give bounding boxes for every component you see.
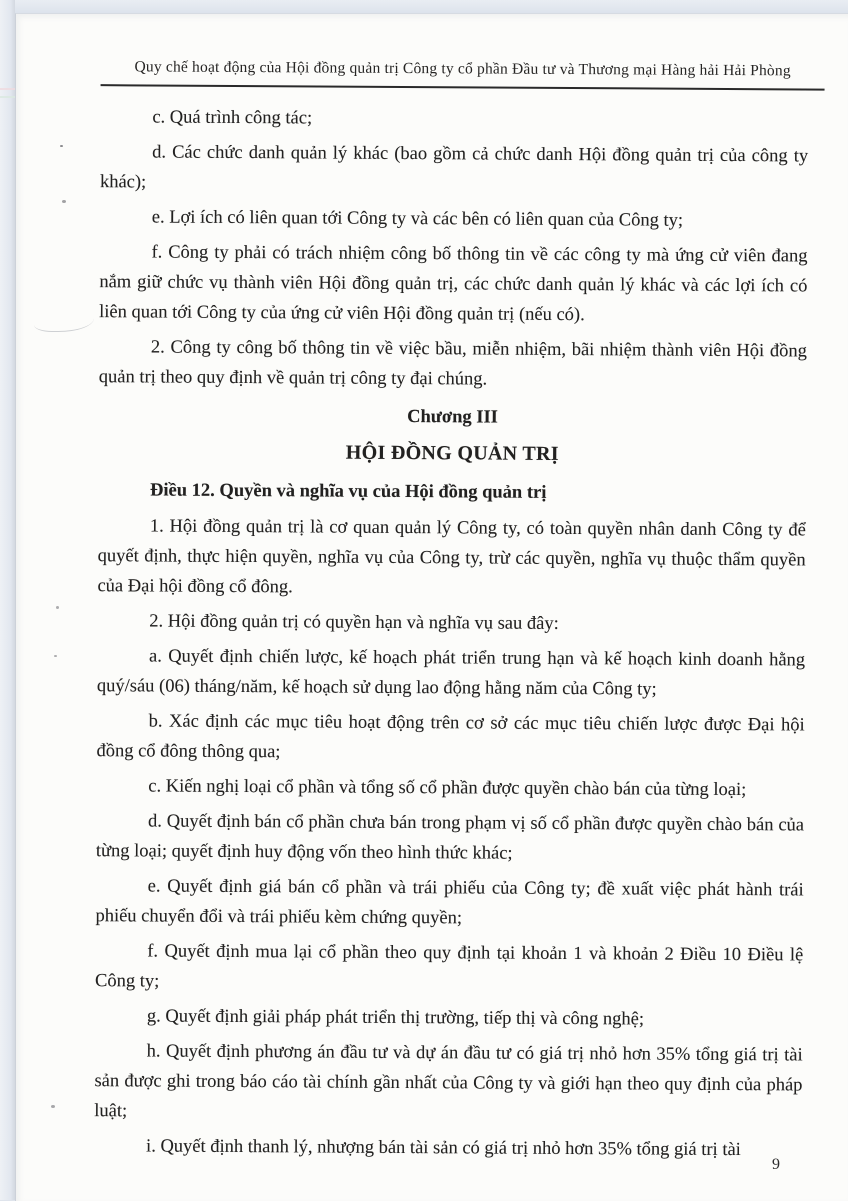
clause-2-disclosure: 2. Công ty công bố thông tin về việc bầu, miễn nhiệm, bãi nhiệm thành viên Hội đồng quản trị theo quy định về quản trị công ty đại chúng. xyxy=(98,337,808,390)
clause-2-board-powers-intro: 2. Hội đồng quản trị có quyền hạn và nghĩa vụ sau đây: xyxy=(149,611,559,634)
chapter-title: HỘI ĐỒNG QUẢN TRỊ xyxy=(345,441,559,465)
running-header-title: Quy chế hoạt động của Hội đồng quản trị Công ty cổ phần Đầu tư và Thương mại Hàng hải Hải Phòng xyxy=(101,58,825,90)
scan-artifact-line xyxy=(0,88,15,90)
point-d-share-sale: d. Quyết định bán cổ phần chưa bán trong phạm vị số cổ phần được quyền chào bán của từng loại; quyết định huy động vốn theo hình thức khác; xyxy=(95,811,805,864)
chapter-number: Chương III xyxy=(407,407,498,428)
page-number: 9 xyxy=(772,1156,780,1173)
point-g-market-development: g. Quyết định giải pháp phát triển thị trường, tiếp thị và công nghệ; xyxy=(146,1006,645,1030)
point-e-share-price: e. Quyết định giá bán cổ phần và trái phiếu của Công ty; đề xuất việc phát hành trái phiếu chuyển đổi và trái phiếu kèm chứng quyền; xyxy=(95,876,804,929)
point-f-share-buyback: f. Quyết định mua lại cổ phần theo quy định tại khoản 1 và khoản 2 Điều 10 Điều lệ Công ty; xyxy=(95,941,804,992)
point-e-related-interests: e. Lợi ích có liên quan tới Công ty và các bên có liên quan của Công ty; xyxy=(151,207,684,231)
point-i-asset-liquidation: i. Quyết định thanh lý, nhượng bán tài sản có giá trị nhỏ hơn 35% tổng giá trị tài xyxy=(146,1136,741,1161)
clause-1-board-authority: 1. Hội đồng quản trị là cơ quan quản lý Công ty, có toàn quyền nhân danh Công ty để quyết định, thực hiện quyền, nghĩa vụ của Công ty, trừ các quyền, nghĩa vụ thuộc thẩm quyền của Đại hội đồng cổ đông. xyxy=(97,516,806,598)
page-sheet xyxy=(15,13,848,1201)
scanner-edge-top xyxy=(0,0,848,13)
scan-artifact-line xyxy=(0,96,15,98)
point-a-strategy: a. Quyết định chiến lược, kế hoạch phát triển trung hạn và kế hoạch kinh doanh hằng quý/sáu (06) tháng/năm, kế hoạch sử dụng lao động hằng năm của Công ty; xyxy=(96,646,806,700)
article-12-heading: Điều 12. Quyền và nghĩa vụ của Hội đồng quản trị xyxy=(150,480,547,503)
document-body xyxy=(94,102,808,1165)
point-h-investment-decisions: h. Quyết định phương án đầu tư và dự án đầu tư có giá trị nhỏ hơn 35% tổng giá trị tài sản được ghi trong báo cáo tài chính gần nhất của Công ty và giới hạn theo quy định của pháp luật; xyxy=(94,1041,803,1122)
point-c-share-classes: c. Kiến nghị loại cổ phần và tổng số cổ phần được quyền chào bán của từng loại; xyxy=(148,776,747,801)
point-f-disclosure-duty: f. Công ty phải có trách nhiệm công bố thông tin về các công ty mà ứng cử viên đang nắm giữ chức vụ thành viên Hội đồng quản trị, các chức danh quản lý khác và các lợi ích có liên quan tới Công ty của ứng cử viên Hội đồng quản trị (nếu có). xyxy=(99,242,808,326)
point-d-other-titles: d. Các chức danh quản lý khác (bao gồm cả chức danh Hội đồng quản trị của công ty khác); xyxy=(99,142,809,193)
point-b-objectives: b. Xác định các mục tiêu hoạt động trên cơ sở các mục tiêu chiến lược được Đại hội đồng cổ đông thông qua; xyxy=(96,711,805,763)
point-c-work-history: c. Quá trình công tác; xyxy=(152,107,313,129)
page-content xyxy=(9,14,848,1171)
